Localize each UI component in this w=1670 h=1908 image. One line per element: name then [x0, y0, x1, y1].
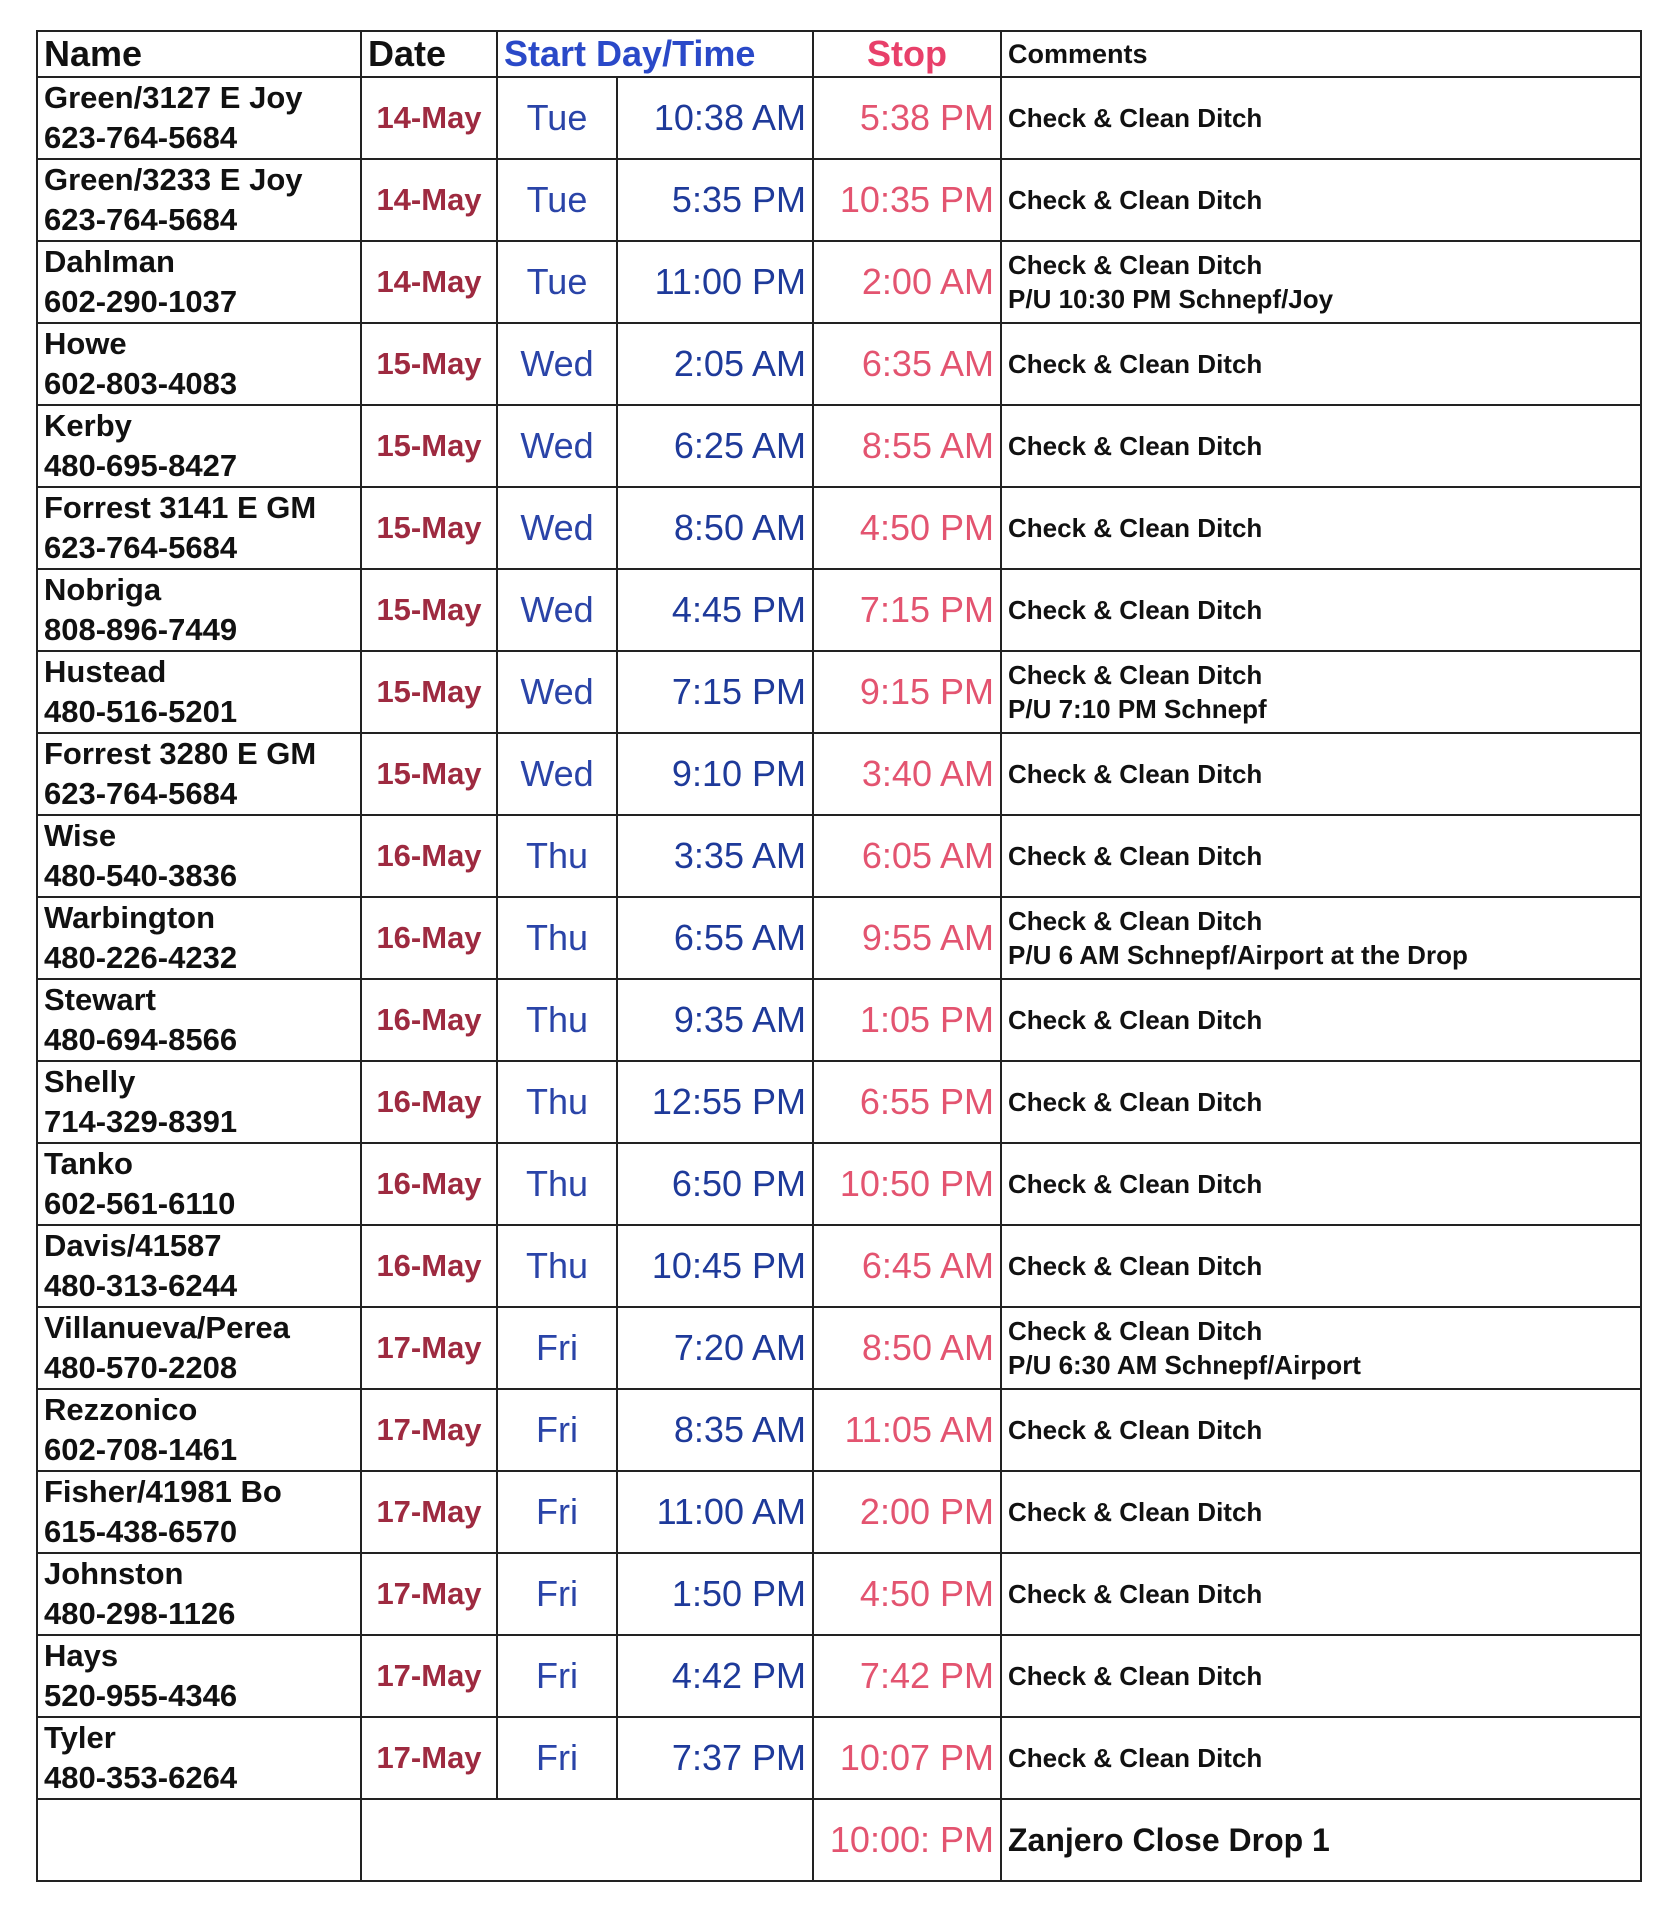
customer-name: Wise: [44, 818, 117, 853]
comment-line-1: Check & Clean Ditch: [1008, 1251, 1263, 1281]
name-cell: [37, 1553, 361, 1635]
table-row: [37, 405, 1641, 487]
start-day-cell: Tue: [497, 159, 617, 241]
comments-cell: [1001, 1389, 1641, 1471]
start-time-cell: 11:00 PM: [617, 241, 813, 323]
start-day-cell: Thu: [497, 815, 617, 897]
name-cell: [37, 733, 361, 815]
name-cell: [37, 1471, 361, 1553]
header-comments: Comments: [1001, 31, 1641, 77]
customer-phone: 480-298-1126: [44, 1596, 236, 1631]
start-day-cell: Fri: [497, 1307, 617, 1389]
date-cell: 16-May: [361, 815, 497, 897]
final-comment-cell: Zanjero Close Drop 1: [1001, 1799, 1641, 1881]
comment-line-1: Check & Clean Ditch: [1008, 1087, 1263, 1117]
comments-cell: [1001, 1307, 1641, 1389]
comment-line-1: Check & Clean Ditch: [1008, 1005, 1263, 1035]
start-time-cell: 6:50 PM: [617, 1143, 813, 1225]
final-stop-time-cell: 10:00: PM: [813, 1799, 1001, 1881]
comments-cell: [1001, 569, 1641, 651]
customer-phone: 480-313-6244: [44, 1268, 238, 1303]
date-cell: 16-May: [361, 979, 497, 1061]
customer-name: Hays: [44, 1638, 119, 1673]
customer-name: Hustead: [44, 654, 167, 689]
date-cell: 17-May: [361, 1307, 497, 1389]
start-time-cell: 6:55 AM: [617, 897, 813, 979]
stop-time-cell: 4:50 PM: [813, 1553, 1001, 1635]
customer-phone: 602-561-6110: [44, 1186, 236, 1221]
customer-name: Forrest 3280 E GM: [44, 736, 317, 771]
date-cell: 16-May: [361, 1143, 497, 1225]
empty-name-cell: [37, 1799, 361, 1881]
start-time-cell: 11:00 AM: [617, 1471, 813, 1553]
customer-phone: 602-290-1037: [44, 284, 238, 319]
customer-phone: 602-803-4083: [44, 366, 238, 401]
start-day-cell: Tue: [497, 241, 617, 323]
start-day-cell: Fri: [497, 1553, 617, 1635]
comments-cell: [1001, 1471, 1641, 1553]
comments-cell: [1001, 77, 1641, 159]
table-row: [37, 897, 1641, 979]
comment-line-1: Check & Clean Ditch: [1008, 1169, 1263, 1199]
date-cell: 14-May: [361, 77, 497, 159]
stop-time-cell: 11:05 AM: [813, 1389, 1001, 1471]
comment-line-1: Check & Clean Ditch: [1008, 103, 1263, 133]
customer-name: Shelly: [44, 1064, 136, 1099]
start-day-cell: Thu: [497, 1061, 617, 1143]
date-cell: 17-May: [361, 1471, 497, 1553]
comment-line-1: Check & Clean Ditch: [1008, 1415, 1263, 1445]
customer-phone: 480-694-8566: [44, 1022, 238, 1057]
name-cell: [37, 897, 361, 979]
table-row: [37, 1061, 1641, 1143]
irrigation-schedule-table: [36, 30, 1642, 1882]
stop-time-cell: 9:15 PM: [813, 651, 1001, 733]
header-name: Name: [37, 31, 361, 77]
table-row: [37, 1635, 1641, 1717]
customer-phone: 480-353-6264: [44, 1760, 238, 1795]
name-cell: [37, 1389, 361, 1471]
table-row: [37, 733, 1641, 815]
date-cell: 16-May: [361, 897, 497, 979]
start-time-cell: 8:50 AM: [617, 487, 813, 569]
customer-name: Howe: [44, 326, 127, 361]
customer-name: Stewart: [44, 982, 156, 1017]
date-cell: 15-May: [361, 323, 497, 405]
table-row: [37, 1717, 1641, 1799]
comment-line-1: Check & Clean Ditch: [1008, 513, 1263, 543]
name-cell: [37, 241, 361, 323]
customer-name: Forrest 3141 E GM: [44, 490, 317, 525]
comment-line-1: Check & Clean Ditch: [1008, 595, 1263, 625]
table-row: [37, 1143, 1641, 1225]
stop-time-cell: 9:55 AM: [813, 897, 1001, 979]
header-start-day-time: Start Day/Time: [497, 31, 813, 77]
comments-cell: [1001, 897, 1641, 979]
customer-phone: 480-540-3836: [44, 858, 238, 893]
comments-cell: [1001, 159, 1641, 241]
start-time-cell: 6:25 AM: [617, 405, 813, 487]
comments-cell: [1001, 651, 1641, 733]
date-cell: 14-May: [361, 241, 497, 323]
start-day-cell: Tue: [497, 77, 617, 159]
customer-name: Fisher/41981 Bo: [44, 1474, 282, 1509]
comments-cell: [1001, 487, 1641, 569]
comments-cell: [1001, 979, 1641, 1061]
name-cell: [37, 159, 361, 241]
customer-phone: 602-708-1461: [44, 1432, 238, 1467]
customer-name: Warbington: [44, 900, 216, 935]
date-cell: 17-May: [361, 1389, 497, 1471]
comment-line-1: Check & Clean Ditch: [1008, 431, 1263, 461]
customer-name: Tyler: [44, 1720, 116, 1755]
date-cell: 17-May: [361, 1553, 497, 1635]
comment-line-1: Check & Clean Ditch: [1008, 185, 1263, 215]
name-cell: [37, 1635, 361, 1717]
start-time-cell: 4:45 PM: [617, 569, 813, 651]
customer-name: Nobriga: [44, 572, 162, 607]
start-day-cell: Fri: [497, 1389, 617, 1471]
comment-line-2: P/U 6:30 AM Schnepf/Airport: [1008, 1350, 1361, 1380]
stop-time-cell: 10:35 PM: [813, 159, 1001, 241]
name-cell: [37, 651, 361, 733]
comment-line-1: Check & Clean Ditch: [1008, 1743, 1263, 1773]
stop-time-cell: 8:55 AM: [813, 405, 1001, 487]
comment-line-1: Check & Clean Ditch: [1008, 250, 1263, 280]
start-time-cell: 12:55 PM: [617, 1061, 813, 1143]
date-cell: 17-May: [361, 1635, 497, 1717]
customer-phone: 520-955-4346: [44, 1678, 238, 1713]
start-day-cell: Thu: [497, 897, 617, 979]
start-time-cell: 7:37 PM: [617, 1717, 813, 1799]
table-row: [37, 1225, 1641, 1307]
date-cell: 15-May: [361, 487, 497, 569]
date-cell: 14-May: [361, 159, 497, 241]
name-cell: [37, 1717, 361, 1799]
stop-time-cell: 7:15 PM: [813, 569, 1001, 651]
stop-time-cell: 2:00 PM: [813, 1471, 1001, 1553]
comments-cell: [1001, 1061, 1641, 1143]
comments-cell: [1001, 1635, 1641, 1717]
start-day-cell: Wed: [497, 323, 617, 405]
start-day-cell: Wed: [497, 487, 617, 569]
stop-time-cell: 8:50 AM: [813, 1307, 1001, 1389]
stop-time-cell: 6:45 AM: [813, 1225, 1001, 1307]
stop-time-cell: 1:05 PM: [813, 979, 1001, 1061]
date-cell: 17-May: [361, 1717, 497, 1799]
customer-phone: 623-764-5684: [44, 120, 238, 155]
start-time-cell: 9:10 PM: [617, 733, 813, 815]
start-day-cell: Fri: [497, 1717, 617, 1799]
comment-line-1: Check & Clean Ditch: [1008, 1497, 1263, 1527]
name-cell: [37, 1307, 361, 1389]
comment-line-1: Check & Clean Ditch: [1008, 660, 1263, 690]
start-time-cell: 10:45 PM: [617, 1225, 813, 1307]
start-time-cell: 4:42 PM: [617, 1635, 813, 1717]
date-cell: 16-May: [361, 1061, 497, 1143]
name-cell: [37, 323, 361, 405]
start-time-cell: 10:38 AM: [617, 77, 813, 159]
customer-name: Kerby: [44, 408, 132, 443]
name-cell: [37, 979, 361, 1061]
comments-cell: [1001, 241, 1641, 323]
start-time-cell: 2:05 AM: [617, 323, 813, 405]
table-row: [37, 323, 1641, 405]
start-day-cell: Fri: [497, 1635, 617, 1717]
comment-line-2: P/U 7:10 PM Schnepf: [1008, 694, 1267, 724]
name-cell: [37, 569, 361, 651]
stop-time-cell: 2:00 AM: [813, 241, 1001, 323]
comments-cell: [1001, 733, 1641, 815]
stop-time-cell: 7:42 PM: [813, 1635, 1001, 1717]
customer-phone: 480-226-4232: [44, 940, 238, 975]
table-row: [37, 241, 1641, 323]
table-row: [37, 651, 1641, 733]
comments-cell: [1001, 815, 1641, 897]
start-day-cell: Wed: [497, 733, 617, 815]
customer-phone: 623-764-5684: [44, 202, 238, 237]
stop-time-cell: 6:35 AM: [813, 323, 1001, 405]
start-time-cell: 5:35 PM: [617, 159, 813, 241]
name-cell: [37, 815, 361, 897]
comment-line-1: Check & Clean Ditch: [1008, 349, 1263, 379]
date-cell: 15-May: [361, 405, 497, 487]
name-cell: [37, 405, 361, 487]
customer-phone: 623-764-5684: [44, 776, 238, 811]
comments-cell: [1001, 323, 1641, 405]
stop-time-cell: 6:55 PM: [813, 1061, 1001, 1143]
name-cell: [37, 1143, 361, 1225]
start-time-cell: 8:35 AM: [617, 1389, 813, 1471]
table-row: [37, 1389, 1641, 1471]
customer-phone: 714-329-8391: [44, 1104, 238, 1139]
comments-cell: [1001, 1225, 1641, 1307]
customer-phone: 480-516-5201: [44, 694, 238, 729]
comment-line-1: Check & Clean Ditch: [1008, 1661, 1263, 1691]
date-cell: 16-May: [361, 1225, 497, 1307]
start-day-cell: Wed: [497, 405, 617, 487]
comment-line-1: Check & Clean Ditch: [1008, 1579, 1263, 1609]
table-row: [37, 159, 1641, 241]
customer-phone: 480-570-2208: [44, 1350, 238, 1385]
customer-name: Davis/41587: [44, 1228, 222, 1263]
name-cell: [37, 1061, 361, 1143]
comments-cell: [1001, 1143, 1641, 1225]
table-row: [37, 815, 1641, 897]
header-row: [37, 31, 1641, 77]
stop-time-cell: 10:07 PM: [813, 1717, 1001, 1799]
customer-phone: 623-764-5684: [44, 530, 238, 565]
header-date: Date: [361, 31, 497, 77]
customer-name: Green/3127 E Joy: [44, 80, 303, 115]
start-time-cell: 7:20 AM: [617, 1307, 813, 1389]
name-cell: [37, 77, 361, 159]
table-row: [37, 569, 1641, 651]
table-row: [37, 1553, 1641, 1635]
date-cell: 15-May: [361, 733, 497, 815]
comment-line-2: P/U 10:30 PM Schnepf/Joy: [1008, 284, 1334, 314]
final-row: [37, 1799, 1641, 1881]
stop-time-cell: 4:50 PM: [813, 487, 1001, 569]
table-row: [37, 77, 1641, 159]
start-day-cell: Thu: [497, 979, 617, 1061]
start-day-cell: Thu: [497, 1225, 617, 1307]
table-row: [37, 487, 1641, 569]
comment-line-1: Check & Clean Ditch: [1008, 759, 1263, 789]
start-day-cell: Thu: [497, 1143, 617, 1225]
empty-date-start-cell: [361, 1799, 813, 1881]
comment-line-2: P/U 6 AM Schnepf/Airport at the Drop: [1008, 940, 1468, 970]
comments-cell: [1001, 405, 1641, 487]
customer-name: Tanko: [44, 1146, 133, 1181]
customer-name: Johnston: [44, 1556, 184, 1591]
customer-phone: 615-438-6570: [44, 1514, 238, 1549]
table-row: [37, 1471, 1641, 1553]
comments-cell: [1001, 1553, 1641, 1635]
start-time-cell: 7:15 PM: [617, 651, 813, 733]
table-row: [37, 1307, 1641, 1389]
name-cell: [37, 1225, 361, 1307]
comment-line-1: Check & Clean Ditch: [1008, 841, 1263, 871]
customer-name: Rezzonico: [44, 1392, 198, 1427]
stop-time-cell: 3:40 AM: [813, 733, 1001, 815]
customer-name: Green/3233 E Joy: [44, 162, 303, 197]
start-day-cell: Fri: [497, 1471, 617, 1553]
comment-line-1: Check & Clean Ditch: [1008, 1316, 1263, 1346]
start-time-cell: 3:35 AM: [617, 815, 813, 897]
date-cell: 15-May: [361, 569, 497, 651]
customer-phone: 808-896-7449: [44, 612, 238, 647]
start-time-cell: 1:50 PM: [617, 1553, 813, 1635]
name-cell: [37, 487, 361, 569]
header-stop: Stop: [813, 31, 1001, 77]
comment-line-1: Check & Clean Ditch: [1008, 906, 1263, 936]
customer-phone: 480-695-8427: [44, 448, 238, 483]
table-row: [37, 979, 1641, 1061]
start-time-cell: 9:35 AM: [617, 979, 813, 1061]
comments-cell: [1001, 1717, 1641, 1799]
customer-name: Villanueva/Perea: [44, 1310, 290, 1345]
stop-time-cell: 10:50 PM: [813, 1143, 1001, 1225]
start-day-cell: Wed: [497, 651, 617, 733]
stop-time-cell: 6:05 AM: [813, 815, 1001, 897]
date-cell: 15-May: [361, 651, 497, 733]
start-day-cell: Wed: [497, 569, 617, 651]
customer-name: Dahlman: [44, 244, 175, 279]
stop-time-cell: 5:38 PM: [813, 77, 1001, 159]
